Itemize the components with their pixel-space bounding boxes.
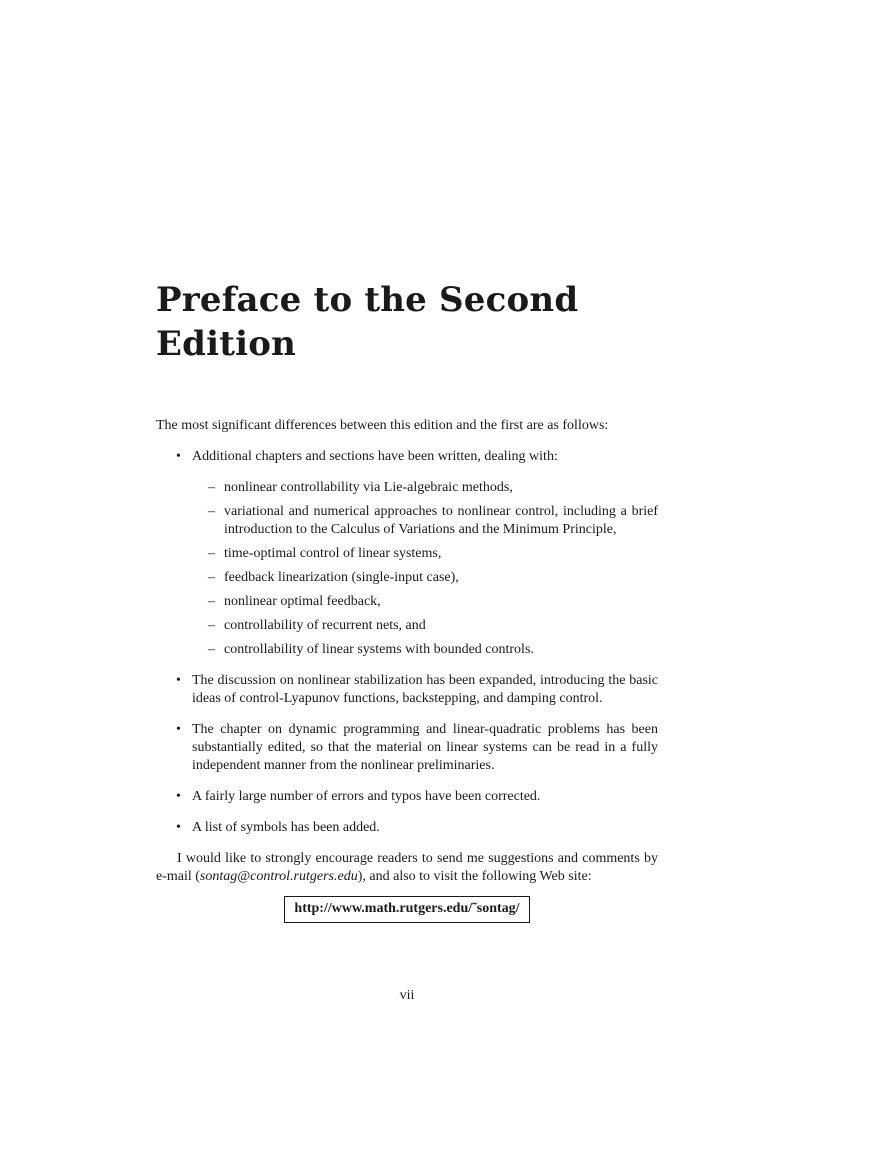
dash-icon: –: [208, 618, 215, 633]
list-item-text: The chapter on dynamic programming and linear-quadratic problems has been substantially edited, so that the material on linear systems can be read in a fully independent manner from the nonlinear preliminaries.: [192, 722, 658, 773]
sub-list-item-text: feedback linearization (single-input case),: [224, 570, 459, 585]
bullet-icon: •: [176, 673, 181, 688]
sub-list-item: [192, 545, 658, 563]
list-item-text: A fairly large number of errors and typos have been corrected.: [192, 789, 541, 804]
bullet-icon: •: [176, 820, 181, 835]
sub-list-item-text: nonlinear controllability via Lie-algebraic methods,: [224, 480, 513, 495]
sub-list-item: [192, 569, 658, 587]
url-box-container: [156, 896, 658, 923]
encourage-paragraph: [156, 850, 658, 886]
dash-icon: –: [208, 594, 215, 609]
sub-list-item: [192, 617, 658, 635]
intro-paragraph: The most significant differences between this edition and the first are as follows:: [156, 418, 609, 433]
sub-list-item-text: time-optimal control of linear systems,: [224, 546, 442, 561]
title-line-2: Edition: [156, 324, 297, 364]
page-number: vii: [399, 988, 415, 1003]
bullet-icon: •: [176, 449, 181, 464]
new-chapters-list: [192, 479, 658, 659]
bullet-icon: •: [176, 722, 181, 737]
sub-list-item: [192, 503, 658, 539]
list-item-text: Additional chapters and sections have been written, dealing with:: [192, 449, 558, 464]
dash-icon: –: [208, 480, 215, 495]
sub-list-item: [192, 479, 658, 497]
sub-list-item-text: nonlinear optimal feedback,: [224, 594, 381, 609]
email-address[interactable]: sontag@control.rutgers.edu: [199, 869, 358, 884]
dash-icon: –: [208, 570, 215, 585]
sub-list-item-text: controllability of recurrent nets, and: [224, 618, 426, 633]
website-url-link[interactable]: http://www.math.rutgers.edu/˜sontag/: [284, 896, 529, 923]
list-item-text: A list of symbols has been added.: [192, 820, 380, 835]
list-item: [156, 448, 658, 659]
dash-icon: –: [208, 504, 215, 519]
encourage-text-after: ), and also to visit the following Web site:: [357, 869, 592, 884]
page-title: [156, 278, 658, 366]
list-item-text: The discussion on nonlinear stabilization has been expanded, introducing the basic ideas of control-Lyapunov functions, backstepping, and damping control.: [192, 673, 658, 706]
dash-icon: –: [208, 642, 215, 657]
title-line-1: Preface to the Second: [156, 280, 579, 320]
list-item: [156, 819, 658, 837]
sub-list-item-text: variational and numerical approaches to nonlinear control, including a brief introduction to the Calculus of Variations and the Minimum Principle,: [224, 504, 658, 537]
differences-list: [156, 448, 658, 837]
list-item: [156, 672, 658, 708]
sub-list-item: [192, 641, 658, 659]
encourage-text-before: I would like to strongly encourage readers to send me suggestions and comments by e-mail (: [156, 851, 658, 884]
list-item: [156, 721, 658, 775]
preface-body: [156, 417, 658, 923]
dash-icon: –: [208, 546, 215, 561]
sub-list-item-text: controllability of linear systems with bounded controls.: [224, 642, 534, 657]
list-item: [156, 788, 658, 806]
bullet-icon: •: [176, 789, 181, 804]
sub-list-item: [192, 593, 658, 611]
